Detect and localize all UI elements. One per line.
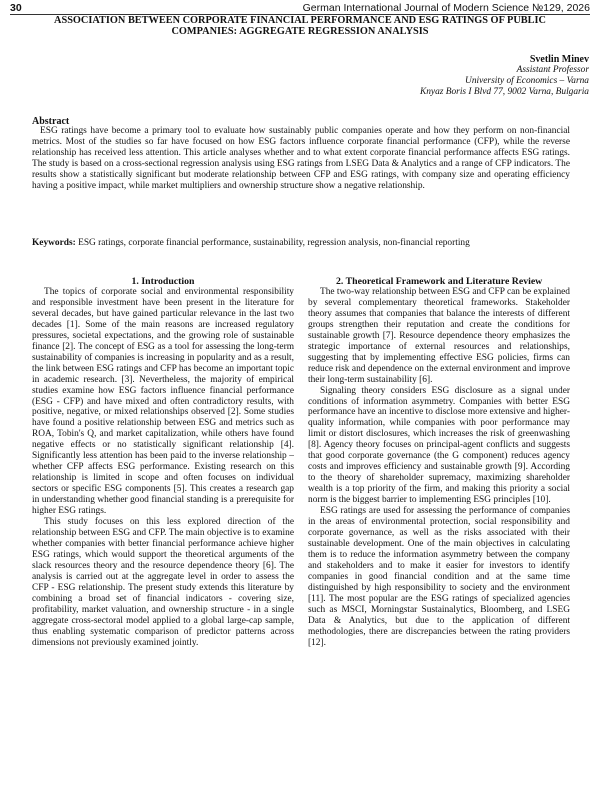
section-heading-theory: 2. Theoretical Framework and Literature Review — [336, 276, 543, 287]
abstract-text: ESG ratings have become a primary tool to evaluate how sustainably public companies operate and how they perform on non-financial metrics. Most of the studies so far have focused on how ESG factors influence corporate financial performance (CFP), while the reverse relationship has received less attention. This article analyses whether and to what extent corporate financial performance affects ESG ratings. The study is based on a cross-sectional regression analysis using ESG ratings from LSEG Data & Analytics and a range of CFP indicators. The results show a statistically significant but moderate relationship between CFP and ESG ratings, with company size and operating efficiency having a positive impact, while market multipliers and ownership structure show a negative relationship. — [32, 126, 570, 191]
running-header — [10, 2, 590, 15]
abstract-heading: Abstract — [32, 116, 70, 127]
author-block — [420, 54, 589, 98]
journal-name: German International Journal of Modern Science №129, 2026 — [302, 2, 590, 14]
article-title: ASSOCIATION BETWEEN CORPORATE FINANCIAL PERFORMANCE AND ESG RATINGS OF PUBLIC COMPANIES: AGGREGATE REGRESSION ANALYSIS — [54, 15, 546, 37]
page-number: 30 — [10, 2, 22, 14]
paragraph: The topics of corporate social and environmental responsibility and responsible investment have been present in the literature for several decades, but have gained particular relevance in the last two decades [1]. Some of the main reasons are increased regulatory pressures, societal expectations, and the growing role of sustainable finance [2]. The concept of ESG as a tool for assessing the long-term sustainability of companies is increasing in popularity and as a result, the link between ESG ratings and CFP has become an important topic in academic research. [3]. Nevertheless, the majority of empirical studies examine how ESG factors influence financial performance (ESG - CFP) and have mixed and often contradictory results, with positive, negative, or mixed relationships observed [2]. Some studies have found a positive relationship between ESG and metrics such as ROA, Tobin's Q, and market capitalization, while others have found negative effects or no statistically significant relationship [4]. Significantly less attention has been paid to the inverse relationship – whether CFP affects ESG performance. Existing research on this relationship is limited in scope and often focuses on individual sectors or specific ESG components [5]. This creates a research gap in understanding whether good financial standing is a prerequisite for higher ESG ratings. — [32, 287, 294, 517]
left-column — [32, 276, 294, 648]
paragraph: ESG ratings are used for assessing the performance of companies in the areas of environmental protection, social responsibility and corporate governance, as well as the risks associated with their sustainable development. One of the main objectives in calculating them is to reduce the information asymmetry between the company and stakeholders and to make it easier for investors to identify companies in good financial condition and at the same time distinguished by high responsibility to society and the environment [11]. The most popular are the ESG ratings of specialized agencies such as MSCI, Morningstar Sustainalytics, Bloomberg, and LSEG Data & Analytics, but due to the application of different methodologies, there are discrepancies between the rating providers [12]. — [308, 506, 570, 648]
paragraph: The two-way relationship between ESG and CFP can be explained by several complementary theoretical frameworks. Stakeholder theory assumes that companies that balance the interests of different groups strengthen their reputation and create the conditions for sustainable growth [7]. Resource dependence theory emphasizes the strategic importance of external resources and relationships, suggesting that by implementing effective ESG policies, firms can reduce risk and dependence on the external environment and improve their long-term sustainability [6]. — [308, 287, 570, 385]
author-address: Knyaz Boris I Blvd 77, 9002 Varna, Bulgaria — [419, 87, 589, 97]
author-position: Assistant Professor — [516, 65, 589, 75]
keywords-text: ESG ratings, corporate financial performance, sustainability, regression analysis, non-financial reporting — [78, 238, 470, 248]
author-name: Svetlin Minev — [529, 54, 589, 65]
right-column — [308, 276, 570, 648]
keywords-label: Keywords: — [32, 238, 76, 248]
keywords — [32, 238, 570, 249]
paragraph: This study focuses on this less explored direction of the relationship between ESG and CFP. The main objective is to examine whether companies with better financial performance achieve higher ESG ratings, which would support the theoretical arguments of the slack resources theory and the resource dependence theory [6]. The analysis is carried out at the aggregate level in order to assess the CFP - ESG relationship. The present study extends this literature by combining a broad set of financial indicators - covering size, profitability, market valuation, and ownership structure - in a single aggregate cross-sectoral model applied to a global large-cap sample, thus enabling systematic comparison of predictor patterns across dimensions not previously examined jointly. — [32, 517, 294, 648]
paragraph: Signaling theory considers ESG disclosure as a signal under conditions of information asymmetry. Companies with better ESG performance have an incentive to disclose more extensive and higher-quality information, while companies with poor performance may limit or distort disclosures, which increases the risk of greenwashing [8]. Agency theory focuses on principal-agent conflicts and suggests that good corporate governance (the G component) reduces agency costs and improves efficiency and sustainable growth [9]. According to the theory of shareholder supremacy, maximizing shareholder wealth is a top priority of the firm, and making this priority a social norm is the biggest barrier to implementing ESG principles [10]. — [308, 385, 570, 506]
section-heading-introduction: 1. Introduction — [131, 276, 195, 287]
author-affiliation: University of Economics – Varna — [465, 76, 589, 86]
